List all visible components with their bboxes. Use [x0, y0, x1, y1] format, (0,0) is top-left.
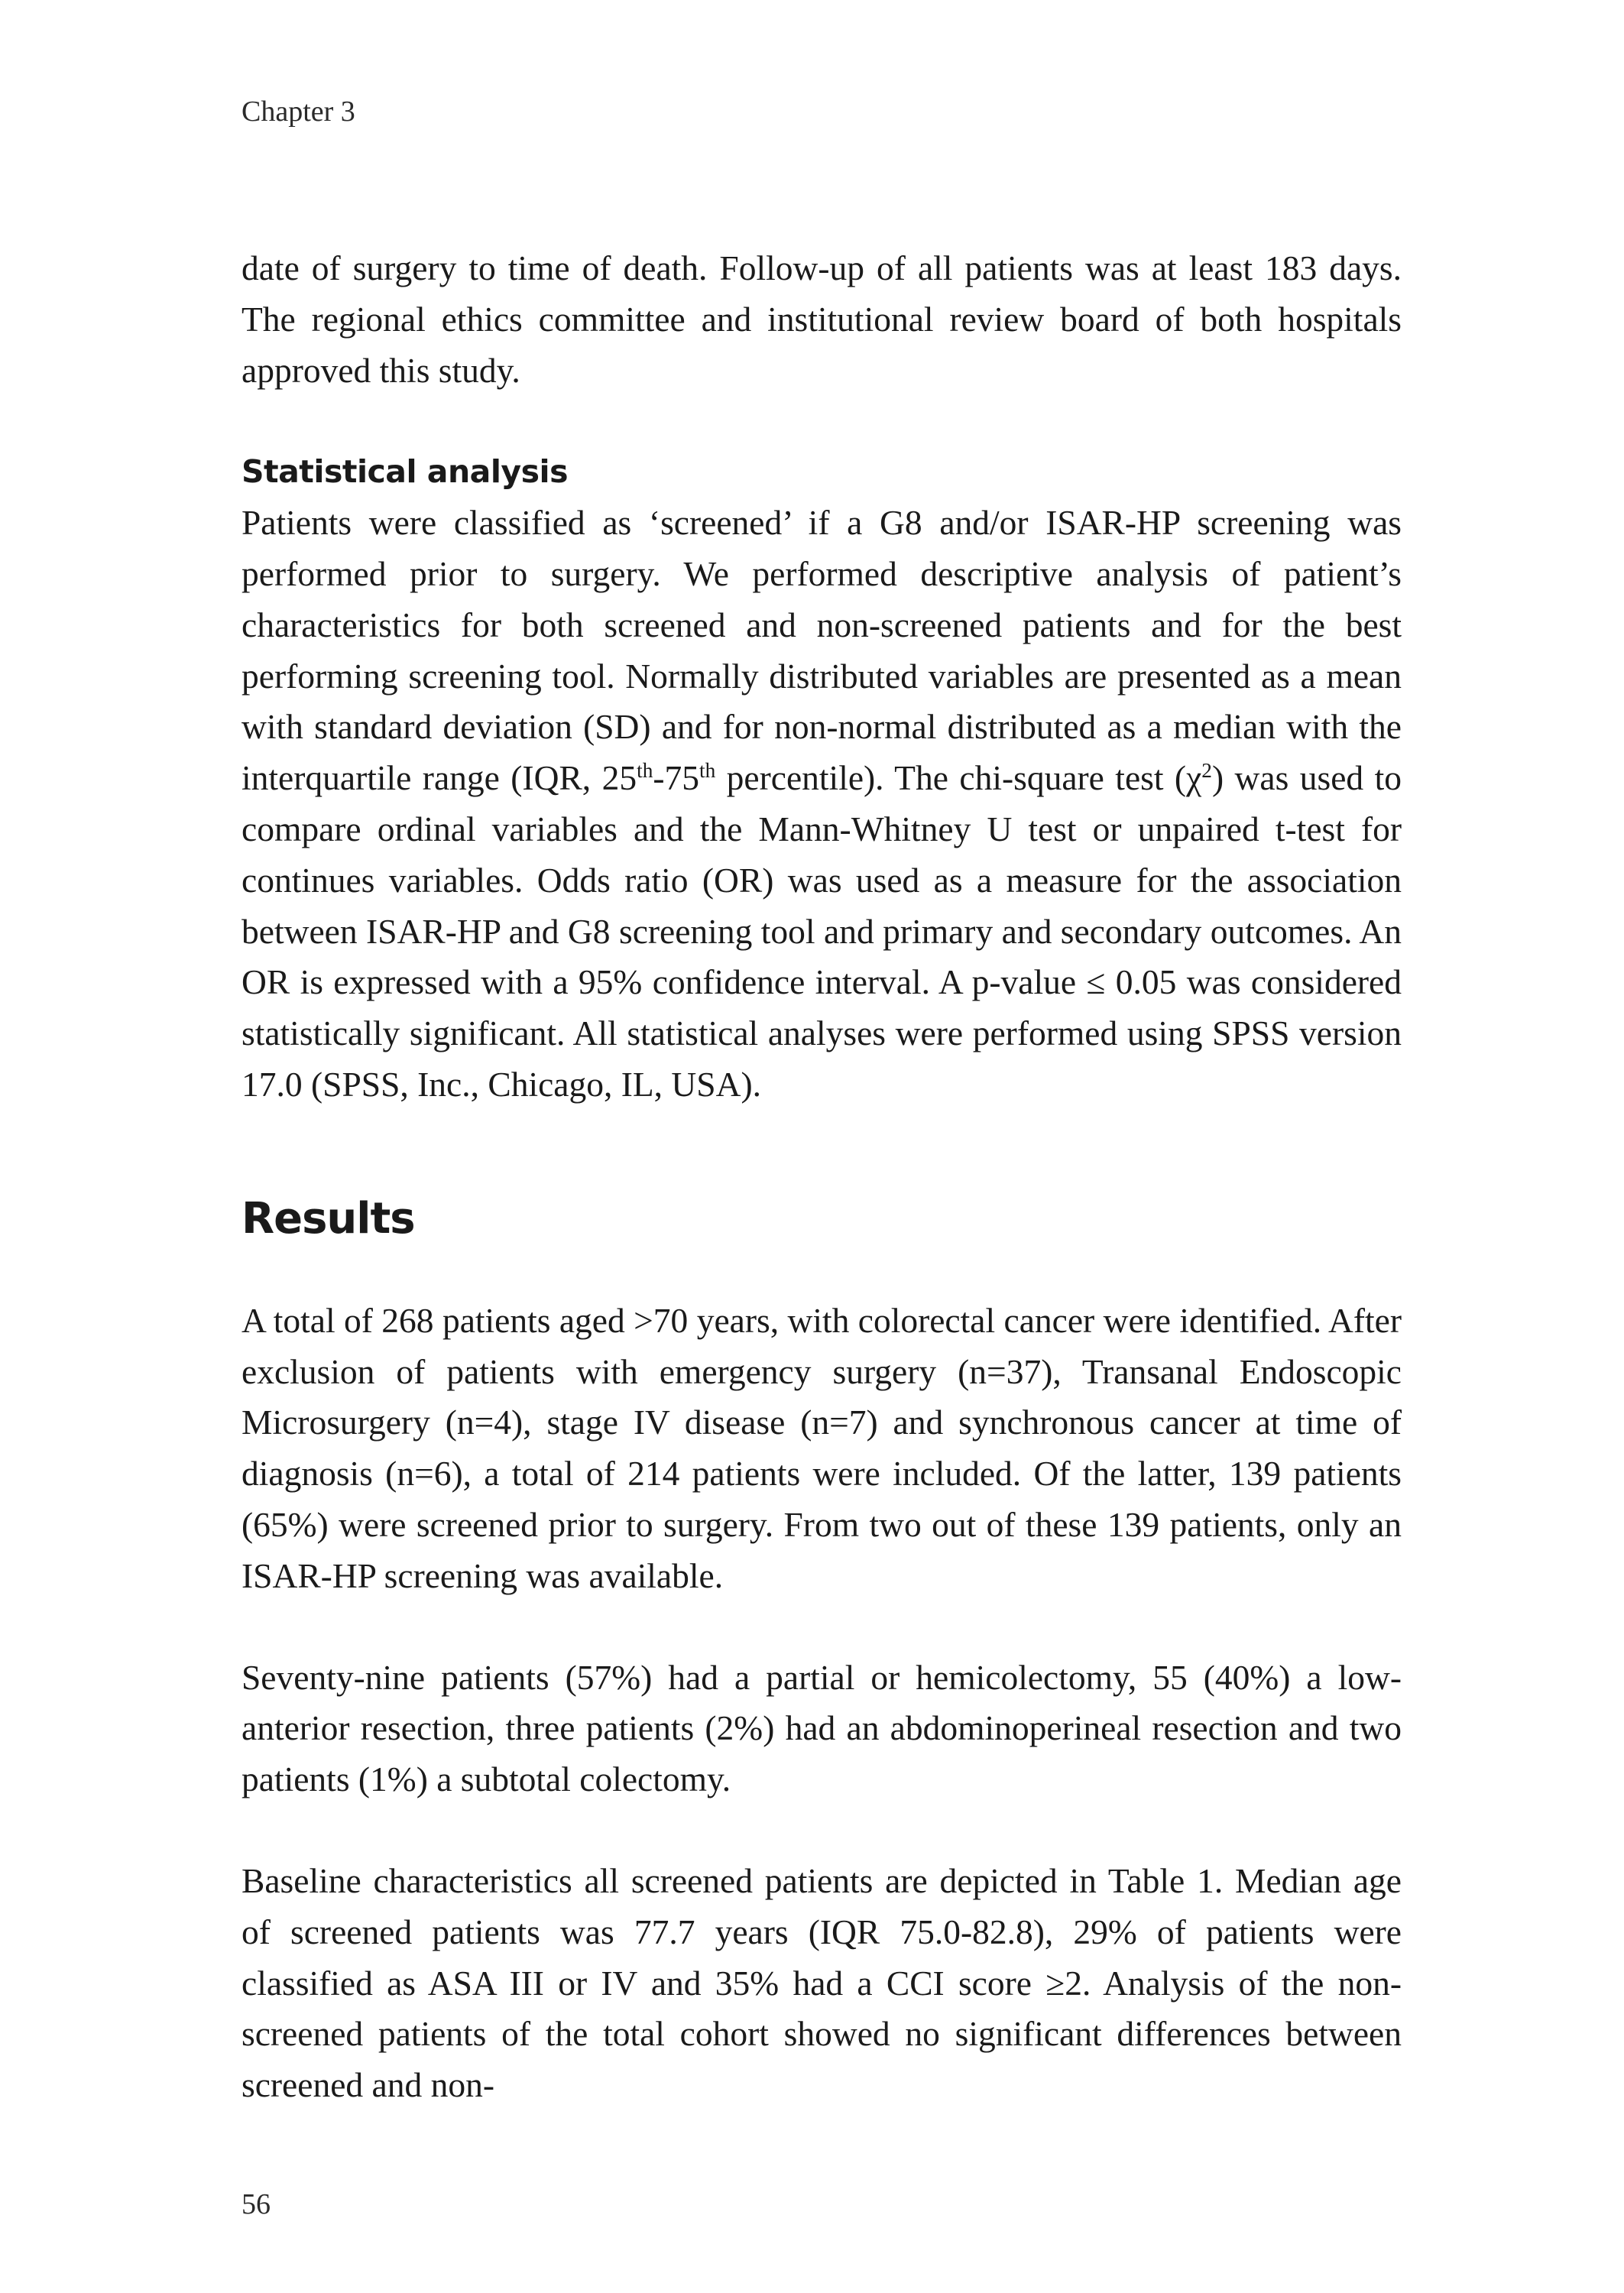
results-paragraph-2: Seventy-nine patients (57%) had a partial or hemicolectomy, 55 (40%) a low-anterior resection, three patients (2%) had an abdominoperineal resection and two patients (1%) a subtotal colectomy. — [241, 1657, 1402, 1799]
stats-sup-3: 2 — [1201, 759, 1212, 783]
page-number: 56 — [241, 2188, 271, 2220]
results-paragraph-3: Baseline characteristics all screened patients are depicted in Table 1. Median age of screened patients was 77.7 years (IQR 75.0-82.8), 29% of patients were classified as ASA III or IV and 35% had a CCI score ≥2. Analysis of the non-screened patients of the total cohort showed no significant differences between screened and non- — [241, 1860, 1402, 2105]
intro-paragraph: date of surgery to time of death. Follow-up of all patients was at least 183 days. The regional ethics committee and institutional review board of both hospitals approved this study. — [241, 248, 1402, 390]
stats-sup-2: th — [699, 759, 716, 783]
results-paragraph-1: A total of 268 patients aged >70 years, with colorectal cancer were identified. After exclusion of patients with emergency surgery (n=37), Transanal Endoscopic Microsurgery (n=4), stage IV disease (n=7) and synchronous cancer at time of diagnosis (n=6), a total of 214 patients were included. Of the latter, 139 patients (65%) were screened prior to surgery. From two out of these 139 patients, only an ISAR-HP screening was available. — [241, 1300, 1402, 1595]
body-content — [241, 243, 1402, 2111]
statistical-analysis-paragraph — [241, 498, 1402, 1111]
stats-sup-1: th — [637, 759, 653, 783]
stats-text-3: percentile). The chi-square test (χ — [715, 758, 1202, 798]
stats-text-2: -75 — [653, 758, 699, 798]
results-heading: Results — [241, 1193, 415, 1244]
statistical-analysis-heading: Statistical analysis — [241, 453, 568, 491]
stats-text-4: ) was used to compare ordinal variables and the Mann-Whitney U test or unpaired t-test for continues variables. Odds ratio (OR) was used as a measure for the association between ISAR-HP and G8 screening tool and primary and secondary outcomes. An OR is expressed with a 95% confidence interval. A p-value ≤ 0.05 was considered statistically significant. All statistical analyses were performed using SPSS version 17.0 (SPSS, Inc., Chicago, IL, USA). — [241, 758, 1402, 1104]
stats-text-1: Patients were classified as ‘screened’ if a G8 and/or ISAR-HP screening was performed prior to surgery. We performed descriptive analysis of patient’s characteristics for both screened and non-screened patients and for the best performing screening tool. Normally distributed variables are presented as a mean with standard deviation (SD) and for non-normal distributed as a median with the interquartile range (IQR, 25 — [241, 503, 1402, 798]
running-head: Chapter 3 — [241, 96, 355, 128]
